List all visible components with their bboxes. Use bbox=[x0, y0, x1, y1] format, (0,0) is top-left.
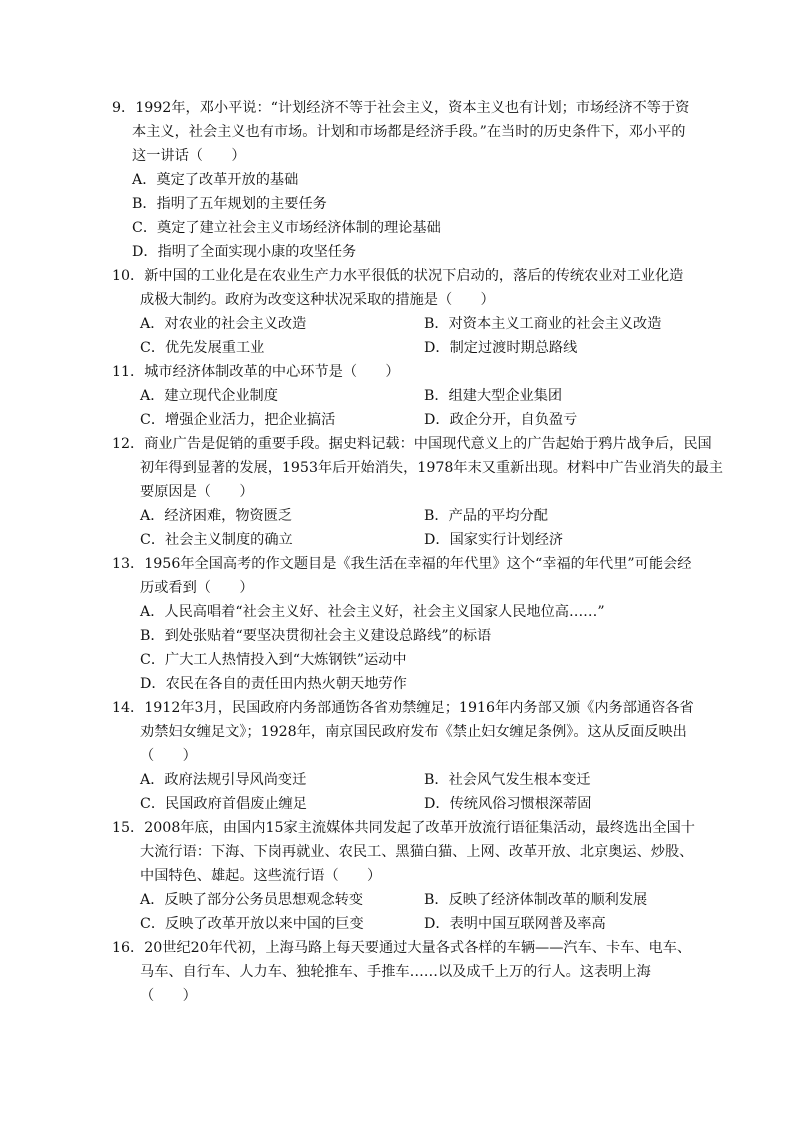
answer-option-b[interactable]: B．产品的平均分配 bbox=[424, 508, 548, 524]
answer-option-d[interactable]: D．农民在各自的责任田内热火朝天地劳作 bbox=[140, 676, 407, 692]
answer-option-b[interactable]: B．指明了五年规划的主要任务 bbox=[132, 196, 327, 212]
answer-option-b[interactable]: B．反映了经济体制改革的顺利发展 bbox=[424, 892, 648, 908]
question-stem-line: 9．1992年，邓小平说：“计划经济不等于社会主义，资本主义也有计划；市场经济不等于资 bbox=[112, 100, 690, 116]
question-stem-line: （ ） bbox=[140, 988, 197, 1004]
answer-option-a[interactable]: A．经济困难，物资匮乏 bbox=[140, 508, 293, 524]
answer-option-c[interactable]: C．优先发展重工业 bbox=[140, 340, 265, 356]
question-stem-line: 16．20世纪20年代初，上海马路上每天要通过大量各式各样的车辆——汽车、卡车、电车、 bbox=[112, 940, 692, 956]
question-stem-line: 14．1912年3月，民国政府内务部通饬各省劝禁缠足；1916年内务部又颁《内务部通咨各省 bbox=[112, 700, 694, 716]
question-stem-line: 大流行语：下海、下岗再就业、农民工、黑猫白猫、上网、改革开放、北京奥运、炒股、 bbox=[140, 844, 694, 860]
answer-option-a[interactable]: A．政府法规引导风尚变迁 bbox=[140, 772, 307, 788]
question-stem-line: 成极大制约。政府为改变这种状况采取的措施是（ ） bbox=[140, 292, 495, 308]
answer-option-d[interactable]: D．国家实行计划经济 bbox=[424, 532, 564, 548]
answer-option-c[interactable]: C．增强企业活力，把企业搞活 bbox=[140, 412, 336, 428]
answer-option-b[interactable]: B．到处张贴着“要坚决贯彻社会主义建设总路线”的标语 bbox=[140, 628, 492, 644]
answer-option-c[interactable]: C．民国政府首倡废止缠足 bbox=[140, 796, 307, 812]
answer-option-b[interactable]: B．对资本主义工商业的社会主义改造 bbox=[424, 316, 662, 332]
question-stem-line: 这一讲话（ ） bbox=[132, 148, 246, 164]
answer-option-a[interactable]: A．反映了部分公务员思想观念转变 bbox=[140, 892, 364, 908]
question-stem-line: 12．商业广告是促销的重要手段。据史料记载：中国现代意义上的广告起始于鸦片战争后，民国 bbox=[112, 436, 712, 452]
question-stem-line: 劝禁妇女缠足文》；1928年，南京国民政府发布《禁止妇女缠足条例》。这从反面反映出 bbox=[140, 724, 687, 740]
question-stem-line: 10．新中国的工业化是在农业生产力水平很低的状况下启动的，落后的传统农业对工业化造 bbox=[112, 268, 684, 284]
question-stem-line: 中国特色、雄起。这些流行语（ ） bbox=[140, 868, 382, 884]
answer-option-a[interactable]: A．对农业的社会主义改造 bbox=[140, 316, 307, 332]
question-stem-line: （ ） bbox=[140, 748, 197, 764]
question-stem-line: 马车、自行车、人力车、独轮推车、手推车……以及成千上万的行人。这表明上海 bbox=[140, 964, 651, 980]
answer-option-a[interactable]: A．建立现代企业制度 bbox=[140, 388, 278, 404]
answer-option-c[interactable]: C．广大工人热情投入到“大炼钢铁”运动中 bbox=[140, 652, 407, 668]
question-stem-line: 11．城市经济体制改革的中心环节是（ ） bbox=[112, 364, 400, 380]
answer-option-d[interactable]: D．制定过渡时期总路线 bbox=[424, 340, 578, 356]
question-stem-line: 13．1956年全国高考的作文题目是《我生活在幸福的年代里》这个“幸福的年代里”可能会经 bbox=[112, 556, 692, 572]
answer-option-d[interactable]: D．表明中国互联网普及率高 bbox=[424, 916, 606, 932]
question-stem-line: 本主义，社会主义也有市场。计划和市场都是经济手段。”在当时的历史条件下，邓小平的 bbox=[132, 124, 686, 140]
answer-option-c[interactable]: C．社会主义制度的确立 bbox=[140, 532, 293, 548]
question-stem-line: 要原因是（ ） bbox=[140, 484, 254, 500]
answer-option-c[interactable]: C．反映了改革开放以来中国的巨变 bbox=[140, 916, 364, 932]
answer-option-a[interactable]: A．奠定了改革开放的基础 bbox=[132, 172, 299, 188]
answer-option-b[interactable]: B．组建大型企业集团 bbox=[424, 388, 563, 404]
answer-option-a[interactable]: A．人民高唱着“社会主义好、社会主义好，社会主义国家人民地位高……” bbox=[140, 604, 605, 620]
answer-option-c[interactable]: C．奠定了建立社会主义市场经济体制的理论基础 bbox=[132, 220, 441, 236]
answer-option-d[interactable]: D．政企分开，自负盈亏 bbox=[424, 412, 578, 428]
answer-option-d[interactable]: D．传统风俗习惯根深蒂固 bbox=[424, 796, 592, 812]
answer-option-d[interactable]: D．指明了全面实现小康的攻坚任务 bbox=[132, 244, 357, 260]
question-stem-line: 历或看到（ ） bbox=[140, 580, 254, 596]
answer-option-b[interactable]: B．社会风气发生根本变迁 bbox=[424, 772, 591, 788]
question-stem-line: 初年得到显著的发展，1953年后开始消失，1978年末又重新出现。材料中广告业消失的最主 bbox=[140, 460, 723, 476]
question-stem-line: 15．2008年底，由国内15家主流媒体共同发起了改革开放流行语征集活动，最终选出全国十 bbox=[112, 820, 695, 836]
